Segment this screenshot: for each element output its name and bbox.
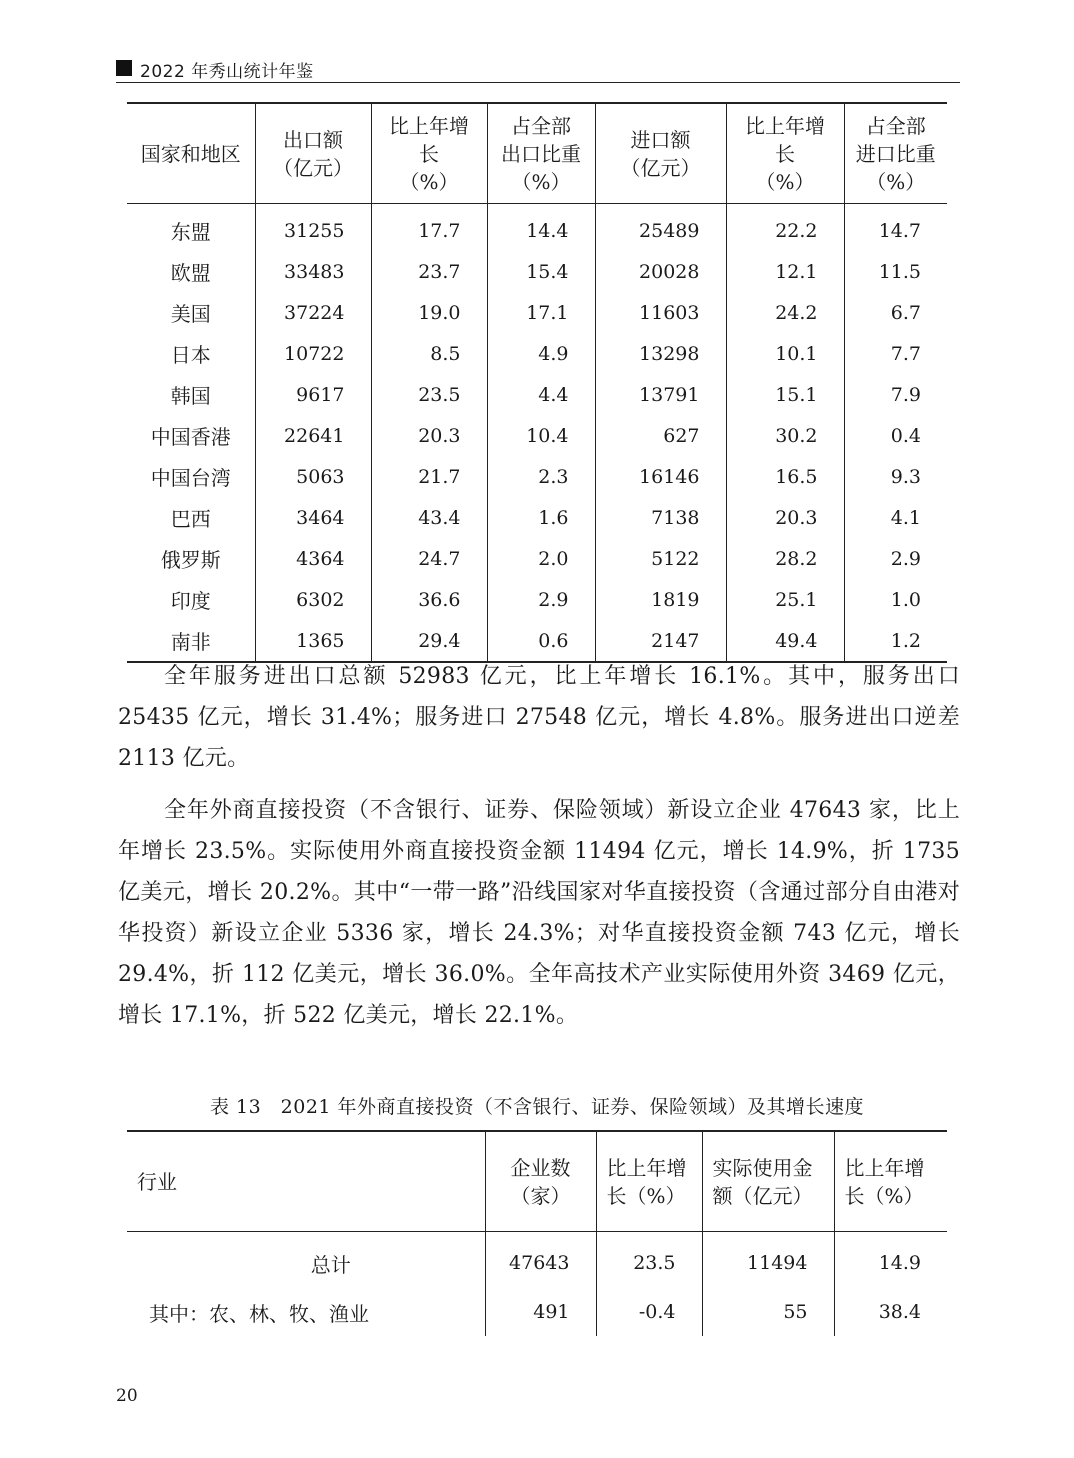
table-cell: 43.4 [371, 497, 487, 538]
table-row [127, 579, 947, 620]
page-number: 20 [116, 1386, 138, 1406]
table-cell: 2.0 [487, 538, 595, 579]
table-cell: 总计 [310, 1252, 351, 1277]
table-row [127, 1288, 947, 1336]
table-row [127, 497, 947, 538]
table-cell: 38.4 [834, 1288, 947, 1336]
region-name-cell: 东盟 [170, 220, 211, 244]
region-name-cell: 巴西 [170, 507, 211, 531]
table-cell: 4364 [255, 538, 371, 579]
table-cell: 10.4 [487, 415, 595, 456]
header-square-marker [116, 60, 132, 76]
table-cell: 1.2 [844, 620, 947, 662]
region-name-cell: 俄罗斯 [160, 548, 221, 572]
col-header-actual-amount: 实际使用金 额（亿元） [702, 1131, 834, 1232]
table-cell: 28.2 [726, 538, 844, 579]
table-cell: 1.6 [487, 497, 595, 538]
table-cell: 14.7 [844, 204, 947, 252]
table-cell: 2.3 [487, 456, 595, 497]
table-cell: 17.7 [371, 204, 487, 252]
col-header-export-growth: 比上年增 长 （%） [371, 103, 487, 204]
table-cell: 其中：农、林、牧、渔业 [149, 1301, 369, 1326]
table-cell: 17.1 [487, 292, 595, 333]
table-cell: 7138 [595, 497, 726, 538]
table-header-row [127, 1131, 947, 1232]
table-caption: 表 13 2021 年外商直接投资（不含银行、证券、保险领域）及其增长速度 [209, 1096, 865, 1118]
table-cell: 2.9 [487, 579, 595, 620]
header-title: 2022 年秀山统计年鉴 [140, 62, 314, 82]
table-row [127, 251, 947, 292]
table-cell: 37224 [255, 292, 371, 333]
col-header-export-value: 出口额 （亿元） [255, 103, 371, 204]
table-cell: 5122 [595, 538, 726, 579]
table-cell: 14.9 [834, 1232, 947, 1289]
table-cell: 15.4 [487, 251, 595, 292]
table-cell: 0.4 [844, 415, 947, 456]
table-cell: 55 [702, 1288, 834, 1336]
table-cell: 13791 [595, 374, 726, 415]
table-cell: 4.1 [844, 497, 947, 538]
table-cell: 13298 [595, 333, 726, 374]
table-cell: 4.9 [487, 333, 595, 374]
col-header-enterprise-count: 企业数 （家） [485, 1131, 596, 1232]
col-header-export-share: 占全部 出口比重 （%） [487, 103, 595, 204]
table-row [127, 204, 947, 252]
table-cell: 22641 [255, 415, 371, 456]
table-cell: 12.1 [726, 251, 844, 292]
table-cell: 16146 [595, 456, 726, 497]
region-name-cell: 中国香港 [150, 425, 231, 449]
table-cell: 20.3 [726, 497, 844, 538]
region-name-cell: 日本 [170, 343, 211, 367]
table-cell: 11603 [595, 292, 726, 333]
table-row-total [127, 1232, 947, 1289]
col-header-industry: 行业 [127, 1131, 485, 1232]
table-cell: 33483 [255, 251, 371, 292]
table-cell: 31255 [255, 204, 371, 252]
table-cell: 20028 [595, 251, 726, 292]
table-cell: 10722 [255, 333, 371, 374]
table-cell: 23.5 [596, 1232, 702, 1289]
region-name-cell: 韩国 [170, 384, 211, 408]
table-cell: 10.1 [726, 333, 844, 374]
region-name-cell: 中国台湾 [150, 466, 231, 490]
table-cell: 1365 [255, 620, 371, 662]
fdi-by-industry-table [127, 1130, 947, 1336]
table-cell: 25489 [595, 204, 726, 252]
table-cell: 24.7 [371, 538, 487, 579]
table-cell: 21.7 [371, 456, 487, 497]
table-cell: 11.5 [844, 251, 947, 292]
table-cell: 9.3 [844, 456, 947, 497]
col-header-import-value: 进口额 （亿元） [595, 103, 726, 204]
col-header-import-growth: 比上年增 长 （%） [726, 103, 844, 204]
trade-by-region-table [127, 102, 947, 663]
table-cell: 0.6 [487, 620, 595, 662]
table-cell: 627 [595, 415, 726, 456]
table-row [127, 538, 947, 579]
table-cell: 7.9 [844, 374, 947, 415]
table-cell: 15.1 [726, 374, 844, 415]
table-cell: 2.9 [844, 538, 947, 579]
table-cell: 5063 [255, 456, 371, 497]
table-cell: 6302 [255, 579, 371, 620]
table-header-row [127, 103, 947, 204]
table-cell: 1.0 [844, 579, 947, 620]
col-header-import-share: 占全部 进口比重 （%） [844, 103, 947, 204]
table-cell: 7.7 [844, 333, 947, 374]
fdi-paragraph: 全年外商直接投资（不含银行、证券、保险领域）新设立企业 47643 家，比上年增长 23.5%。实际使用外商直接投资金额 11494 亿元，增长 14.9%，折 1735 亿美元，增长 20.2%。其中“一带一路”沿线国家对华直接投资（含通过部分自由港对华投资）新设立企业 5336 家，增长 24.3%；对华直接投资金额 743 亿元，增长 29.4%，折 112 亿美元，增长 36.0%。全年高技术产业实际使用外资 3469 亿元，增长 17.1%，折 522 亿美元，增长 22.1%。 [118, 798, 960, 1028]
table-cell: 49.4 [726, 620, 844, 662]
table-cell: 47643 [485, 1232, 596, 1289]
table-cell: 3464 [255, 497, 371, 538]
table-cell: 9617 [255, 374, 371, 415]
table-cell: 2147 [595, 620, 726, 662]
table-row [127, 333, 947, 374]
region-name-cell: 美国 [170, 302, 211, 326]
table-cell: 22.2 [726, 204, 844, 252]
table-cell: 491 [485, 1288, 596, 1336]
region-name-cell: 欧盟 [170, 261, 211, 285]
table-cell: 4.4 [487, 374, 595, 415]
table-cell: 8.5 [371, 333, 487, 374]
table-cell: 11494 [702, 1232, 834, 1289]
table-cell: 20.3 [371, 415, 487, 456]
col-header-amount-growth: 比上年增 长（%） [834, 1131, 947, 1232]
table-cell: 6.7 [844, 292, 947, 333]
table-cell: 29.4 [371, 620, 487, 662]
table-cell: 16.5 [726, 456, 844, 497]
table-cell: 23.7 [371, 251, 487, 292]
table-cell: 14.4 [487, 204, 595, 252]
running-header [116, 58, 960, 83]
table-row [127, 415, 947, 456]
region-name-cell: 南非 [170, 630, 211, 654]
table-cell: 30.2 [726, 415, 844, 456]
table-cell: 36.6 [371, 579, 487, 620]
table-row [127, 374, 947, 415]
table-cell: -0.4 [596, 1288, 702, 1336]
table-row [127, 456, 947, 497]
col-header-region: 国家和地区 [127, 103, 255, 204]
table-cell: 1819 [595, 579, 726, 620]
table-cell: 24.2 [726, 292, 844, 333]
table-cell: 25.1 [726, 579, 844, 620]
table-row [127, 292, 947, 333]
services-trade-paragraph: 全年服务进出口总额 52983 亿元，比上年增长 16.1%。其中，服务出口 25435 亿元，增长 31.4%；服务进口 27548 亿元，增长 4.8%。服务进出口逆差 2113 亿元。 [118, 664, 960, 771]
col-header-count-growth: 比上年增 长（%） [596, 1131, 702, 1232]
region-name-cell: 印度 [170, 589, 211, 613]
table-cell: 23.5 [371, 374, 487, 415]
table-cell: 19.0 [371, 292, 487, 333]
